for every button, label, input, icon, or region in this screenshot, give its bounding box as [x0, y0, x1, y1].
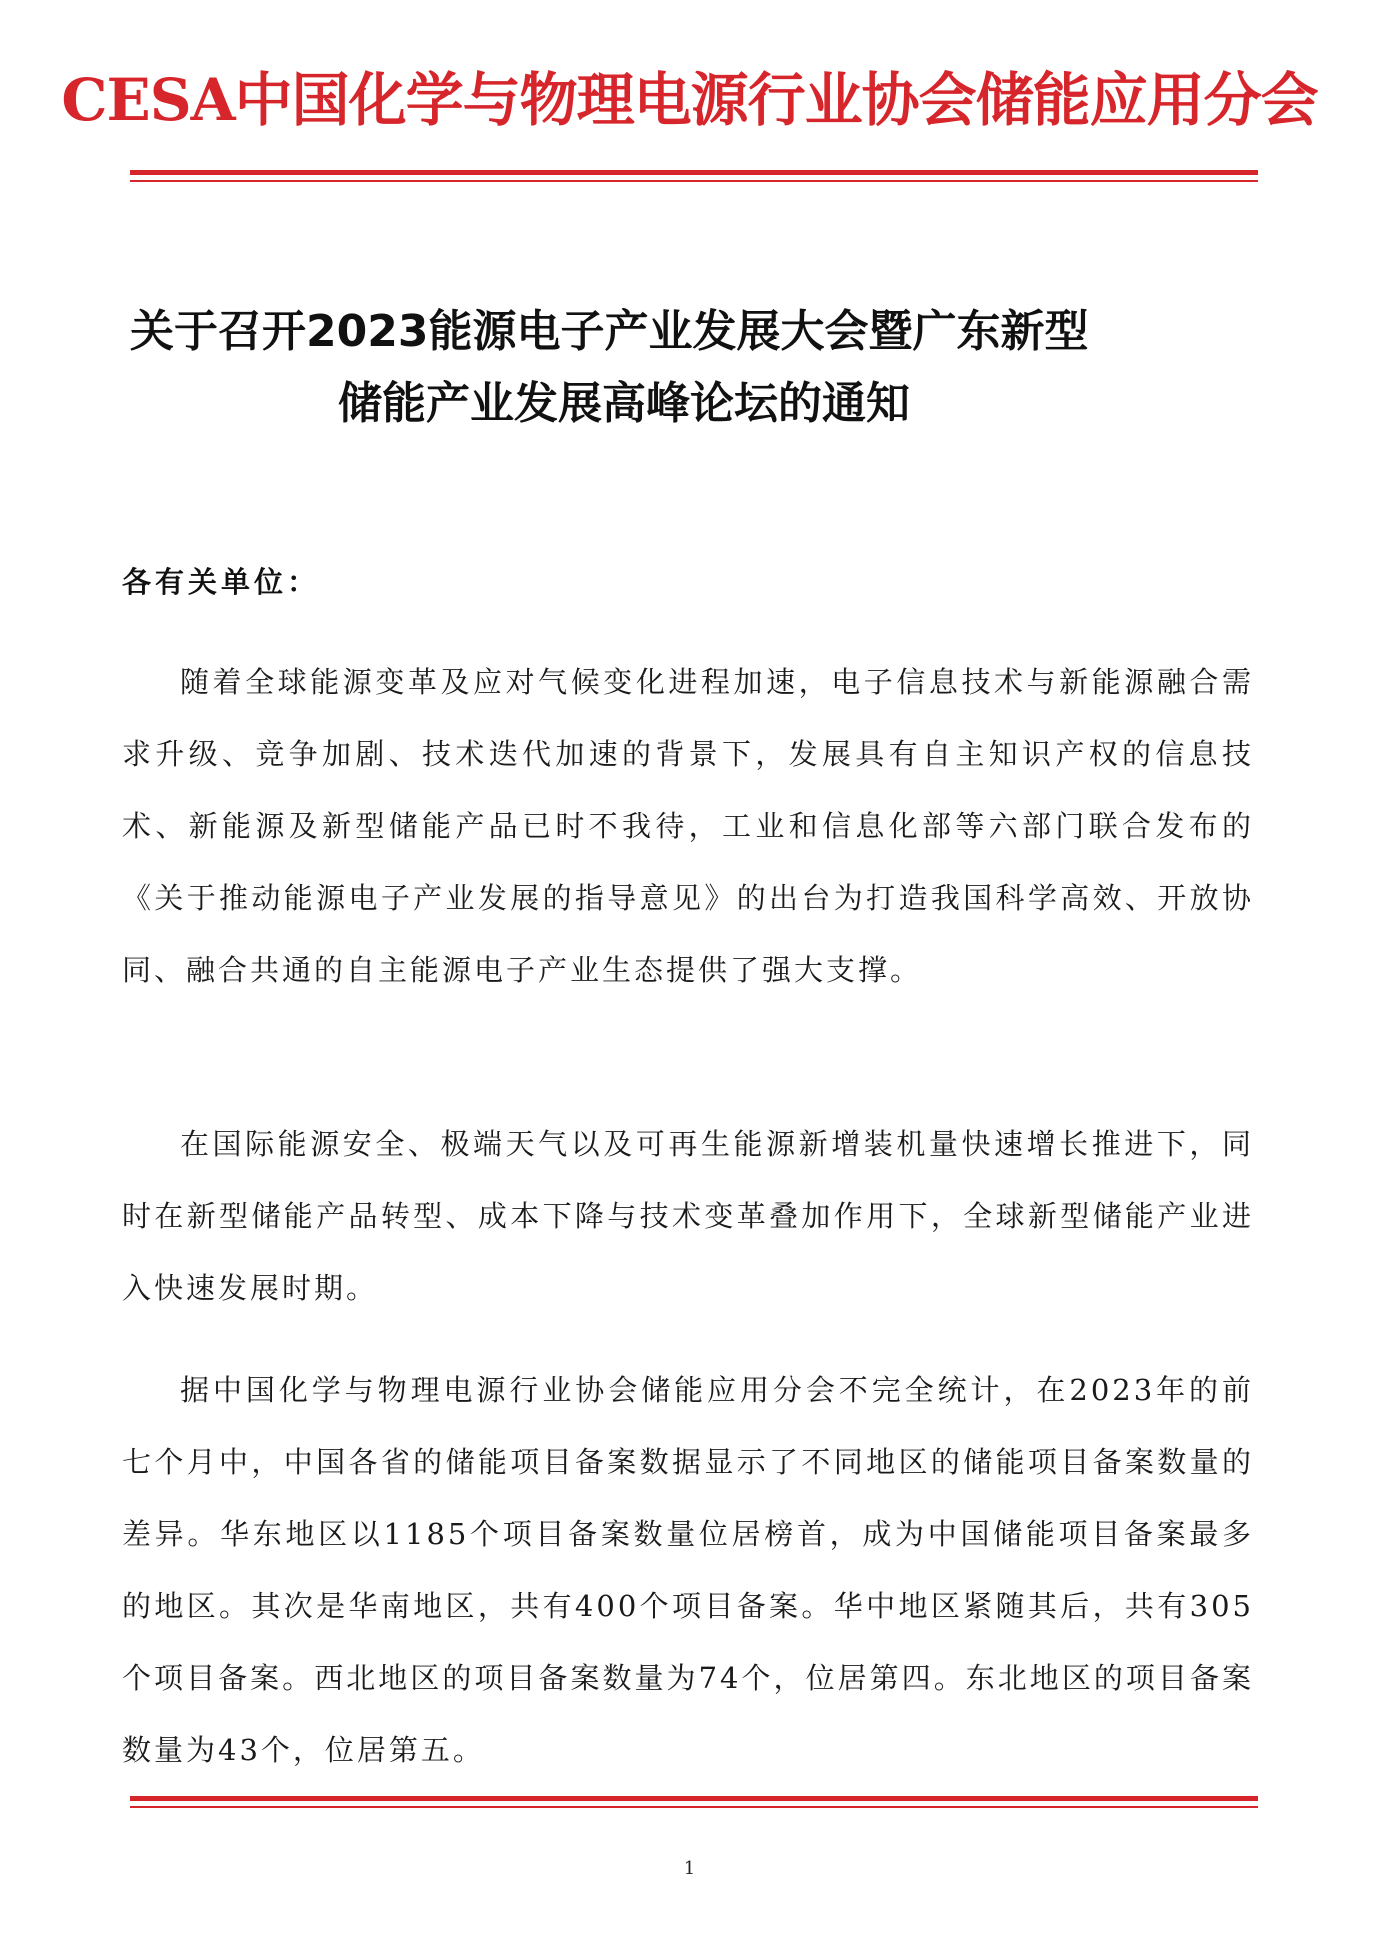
letterhead-organization: CESA中国化学与物理电源行业协会储能应用分会	[61, 66, 1318, 134]
page-number: 1	[683, 1858, 696, 1879]
document-title-line1: 关于召开2023能源电子产业发展大会暨广东新型	[130, 306, 1089, 357]
body-paragraph: 随着全球能源变革及应对气候变化进程加速，电子信息技术与新能源融合需求升级、竞争加剧、技术迭代加速的背景下，发展具有自主知识产权的信息技术、新能源及新型储能产品已时不我待，工业和信息化部等六部门联合发布的《关于推动能源电子产业发展的指导意见》的出台为打造我国科学高效、开放协同、融合共通的自主能源电子产业生态提供了强大支撑。	[122, 665, 1254, 987]
footer-rule-thin	[130, 1806, 1258, 1808]
body-paragraph: 在国际能源安全、极端天气以及可再生能源新增装机量快速增长推进下，同时在新型储能产品转型、成本下降与技术变革叠加作用下，全球新型储能产业进入快速发展时期。	[122, 1127, 1254, 1305]
footer-rule-thick	[130, 1796, 1258, 1801]
header-rule-thick	[130, 170, 1258, 175]
header-rule-thin	[130, 180, 1258, 182]
body-paragraph: 据中国化学与物理电源行业协会储能应用分会不完全统计，在2023年的前七个月中，中国各省的储能项目备案数据显示了不同地区的储能项目备案数量的差异。华东地区以1185个项目备案数量位居榜首，成为中国储能项目备案最多的地区。其次是华南地区，共有400个项目备案。华中地区紧随其后，共有305个项目备案。西北地区的项目备案数量为74个，位居第四。东北地区的项目备案数量为43个，位居第五。	[122, 1373, 1254, 1767]
salutation: 各有关单位：	[122, 565, 321, 599]
document-title-line2: 储能产业发展高峰论坛的通知	[338, 378, 910, 429]
